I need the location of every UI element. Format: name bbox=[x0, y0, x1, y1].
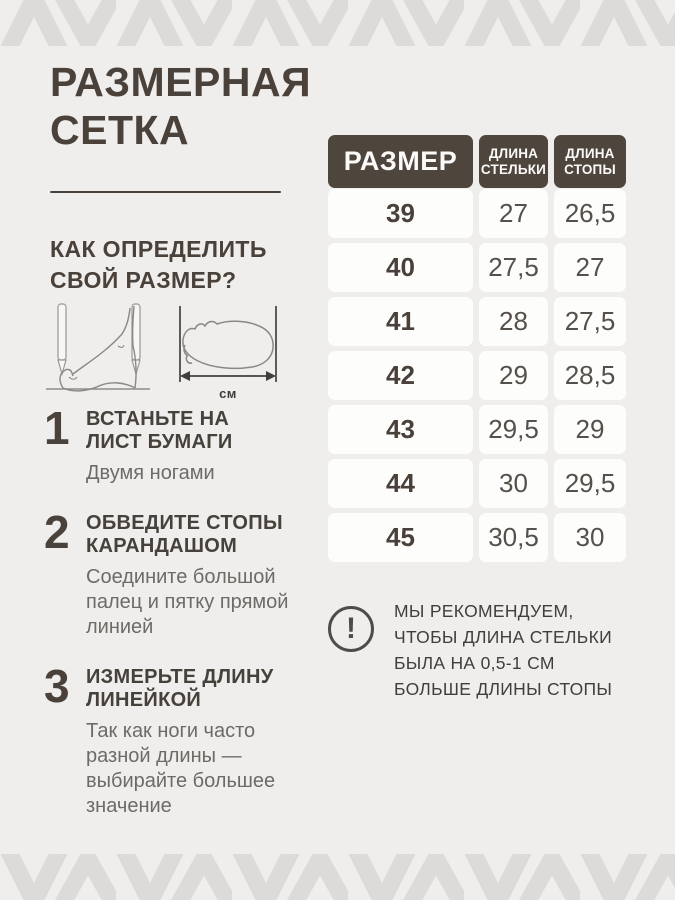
table-cell-insole: 27,5 bbox=[479, 243, 548, 292]
step-3-body bbox=[86, 666, 300, 819]
cm-label: см bbox=[219, 386, 237, 401]
table-cell-foot: 29 bbox=[554, 405, 626, 454]
table-cell-insole: 28 bbox=[479, 297, 548, 346]
foot-side-pencils-illustration bbox=[44, 300, 152, 405]
table-header-size: РАЗМЕР bbox=[328, 135, 473, 188]
table-header-insole: ДЛИНА СТЕЛЬКИ bbox=[479, 135, 548, 188]
how-to-heading-line2: СВОЙ РАЗМЕР? bbox=[50, 267, 237, 293]
table-cell-insole: 29,5 bbox=[479, 405, 548, 454]
page-title-line1: РАЗМЕРНАЯ bbox=[50, 59, 312, 105]
step-3-title bbox=[86, 666, 300, 712]
step-3 bbox=[44, 660, 300, 819]
steps-list bbox=[44, 402, 300, 845]
step-1-desc: Двумя ногами bbox=[86, 462, 215, 484]
recommendation-note bbox=[328, 598, 636, 702]
title-divider bbox=[50, 191, 281, 193]
table-cell-foot: 27,5 bbox=[554, 297, 626, 346]
footprint-icon bbox=[172, 300, 284, 392]
page-title bbox=[50, 58, 350, 154]
table-header-foot: ДЛИНА СТОПЫ bbox=[554, 135, 626, 188]
table-cell-foot: 27 bbox=[554, 243, 626, 292]
exclamation-icon: ! bbox=[328, 606, 374, 652]
table-cell-size: 44 bbox=[328, 459, 473, 508]
step-1-body bbox=[86, 408, 233, 486]
table-cell-foot: 30 bbox=[554, 513, 626, 562]
chevron-pattern-icon bbox=[0, 854, 675, 900]
table-cell-size: 39 bbox=[328, 189, 473, 238]
table-cell-insole: 29 bbox=[479, 351, 548, 400]
chevron-pattern-bottom bbox=[0, 854, 675, 900]
chevron-pattern-icon bbox=[0, 0, 675, 46]
step-3-title-line2: ЛИНЕЙКОЙ bbox=[86, 689, 202, 711]
how-to-heading bbox=[50, 234, 340, 296]
size-table bbox=[328, 135, 626, 562]
step-2-body bbox=[86, 512, 300, 640]
footprint-measure-illustration bbox=[172, 300, 284, 401]
table-cell-size: 42 bbox=[328, 351, 473, 400]
table-cell-size: 40 bbox=[328, 243, 473, 292]
step-3-desc: Так как ноги часто разной длины — выбирайте большее значение bbox=[86, 720, 276, 817]
step-1-title-line1: ВСТАНЬТЕ НА bbox=[86, 408, 230, 430]
recommendation-text: МЫ РЕКОМЕНДУЕМ, ЧТОБЫ ДЛИНА СТЕЛЬКИ БЫЛА НА 0,5-1 СМ БОЛЬШЕ ДЛИНЫ СТОПЫ bbox=[394, 601, 613, 699]
step-2-desc: Соедините большой палец и пятку прямой линией bbox=[86, 566, 289, 638]
how-to-heading-line1: КАК ОПРЕДЕЛИТЬ bbox=[50, 236, 267, 262]
table-cell-size: 45 bbox=[328, 513, 473, 562]
table-cell-insole: 27 bbox=[479, 189, 548, 238]
foot-side-icon bbox=[44, 300, 152, 400]
step-3-number: 3 bbox=[44, 660, 70, 712]
step-3-title-line1: ИЗМЕРЬТЕ ДЛИНУ bbox=[86, 666, 274, 688]
step-2-title bbox=[86, 512, 300, 558]
page-title-line2: СЕТКА bbox=[50, 107, 190, 153]
step-2-number: 2 bbox=[44, 506, 70, 558]
step-1-title bbox=[86, 408, 233, 454]
table-cell-size: 43 bbox=[328, 405, 473, 454]
step-1-title-line2: ЛИСТ БУМАГИ bbox=[86, 431, 233, 453]
chevron-pattern-top bbox=[0, 0, 675, 46]
step-2-title-line1: ОБВЕДИТЕ СТОПЫ bbox=[86, 512, 283, 534]
table-cell-foot: 28,5 bbox=[554, 351, 626, 400]
step-1-number: 1 bbox=[44, 402, 70, 454]
table-cell-size: 41 bbox=[328, 297, 473, 346]
measurement-illustrations bbox=[44, 300, 294, 400]
table-cell-insole: 30 bbox=[479, 459, 548, 508]
step-2-title-line2: КАРАНДАШОМ bbox=[86, 535, 238, 557]
step-2 bbox=[44, 506, 300, 640]
table-cell-foot: 29,5 bbox=[554, 459, 626, 508]
table-cell-insole: 30,5 bbox=[479, 513, 548, 562]
step-1 bbox=[44, 402, 300, 486]
table-cell-foot: 26,5 bbox=[554, 189, 626, 238]
